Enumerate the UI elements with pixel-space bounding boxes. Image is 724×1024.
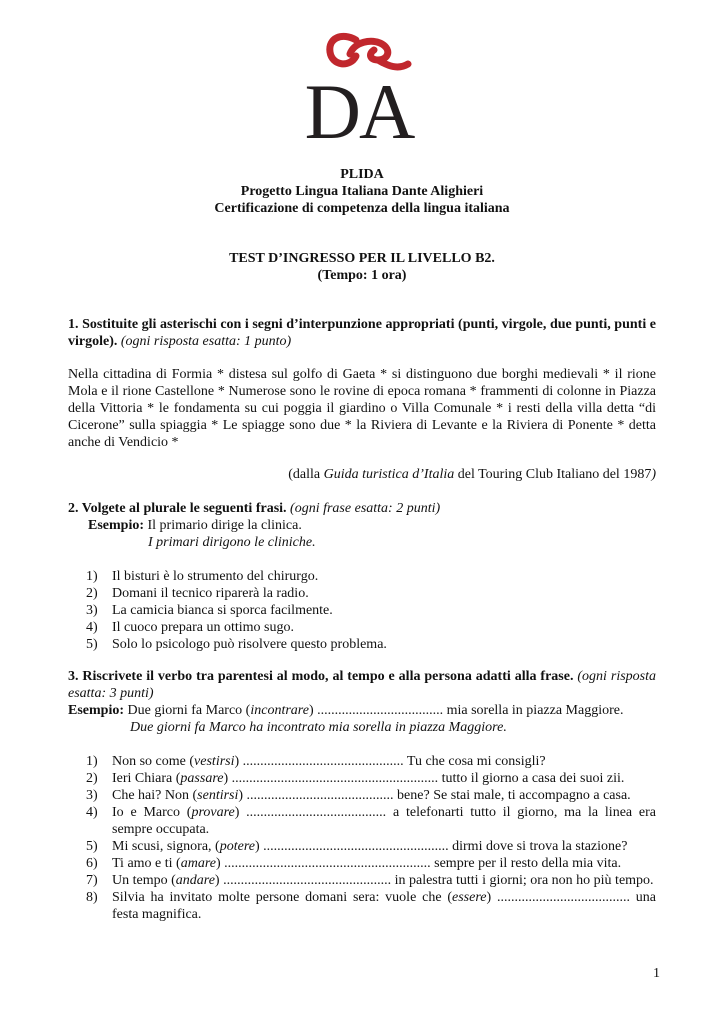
item-text: Domani il tecnico riparerà la radio. [112,586,309,601]
test-time: (Tempo: 1 ora) [317,268,407,283]
item-pre: Ieri Chiara ( [112,771,181,786]
source-book-title: Guida turistica d’Italia [323,467,455,482]
example-label: Esempio: [68,703,124,718]
section2-example [88,517,648,534]
section1-heading [68,316,656,350]
item-verb: vestirsi [194,754,235,769]
item-number: 1) [86,754,98,769]
dante-alighieri-logo [298,30,420,155]
item-number: 4) [86,620,98,635]
item-post: ) .............................................. Tu che cosa mi consigli? [234,754,546,769]
list-item [86,838,656,855]
list-item [86,753,656,770]
list-item [86,602,656,619]
section2-list [86,568,656,653]
list-item [86,636,656,653]
list-item [86,872,656,889]
item-text: Solo lo psicologo può risolvere questo problema. [112,637,387,652]
section3-example [68,702,658,719]
item-verb: andare [175,873,215,888]
test-title-block [0,250,724,284]
item-number: 3) [86,788,98,803]
item-number: 6) [86,856,98,871]
source-prefix: (dalla [288,467,324,482]
item-text: Il cuoco prepara un ottimo sugo. [112,620,294,635]
org-name: PLIDA [340,167,384,182]
list-item [86,568,656,585]
item-post: ) ...................................... una festa magnifica. [112,890,656,922]
item-verb: sentirsi [197,788,239,803]
section1-score: (ogni risposta esatta: 1 punto) [120,334,292,349]
item-verb: potere [219,839,255,854]
logo-text: DA [304,68,414,155]
item-number: 2) [86,771,98,786]
example-post: ) .................................... mia sorella in piazza Maggiore. [308,703,624,718]
page-number: 1 [653,966,660,981]
section2-heading [68,500,656,517]
section2-title: 2. Volgete al plurale le seguenti frasi. [68,501,287,516]
item-number: 5) [86,839,98,854]
item-number: 2) [86,586,98,601]
item-number: 3) [86,603,98,618]
item-post: ) .......................................... bene? Se stai male, ti accompagno a casa. [238,788,631,803]
section3-score: (ogni risposta esatta: 3 punti) [68,669,656,701]
list-item [86,787,656,804]
item-pre: Un tempo ( [112,873,176,888]
section3-heading [68,668,656,702]
test-title: TEST D’INGRESSO PER IL LIVELLO B2. [229,251,495,266]
section1-source [68,466,656,483]
item-number: 4) [86,805,98,820]
item-pre: Silvia ha invitato molte persone domani sera: vuole che ( [112,890,453,905]
example-verb: incontrare [250,703,309,718]
item-post: ) ..................................................... dirmi dove si trova la stazione? [254,839,628,854]
item-number: 5) [86,637,98,652]
item-pre: Non so come ( [112,754,195,769]
item-number: 8) [86,890,98,905]
source-suffix: del Touring Club Italiano del 1987 [454,467,652,482]
item-verb: amare [180,856,216,871]
source-close: ) [651,467,656,482]
item-post: ) ........................................................... tutto il giorno a casa dei suoi zii. [223,771,625,786]
project-name: Progetto Lingua Italiana Dante Alighieri [240,184,484,199]
item-verb: passare [180,771,224,786]
example-text: Il primario dirige la clinica. [144,518,302,533]
list-item [86,619,656,636]
example-pre: Due giorni fa Marco ( [124,703,251,718]
certification-name: Certificazione di competenza della lingua italiana [214,201,510,216]
item-text: La camicia bianca si sporca facilmente. [112,603,333,618]
item-pre: Che hai? Non ( [112,788,198,803]
section2-example-answer: I primari dirigono le cliniche. [148,535,316,550]
section3-example-answer: Due giorni fa Marco ha incontrato mia sorella in piazza Maggiore. [130,720,507,735]
item-post: ) ................................................ in palestra tutti i giorni; ora non ho più tempo. [214,873,654,888]
item-pre: Mi scusi, signora, ( [112,839,220,854]
item-number: 7) [86,873,98,888]
list-item [86,889,656,923]
section1-title: 1. Sostituite gli asterischi con i segni d’interpunzione appropriati (punti, virgole, due punti, punti e virgole). [68,317,656,349]
section3-title: 3. Riscrivete il verbo tra parentesi al modo, al tempo e alla persona adatti alla frase. [68,669,574,684]
section3-list [86,753,656,923]
example-label: Esempio: [88,518,144,533]
header-block [0,166,724,217]
item-verb: essere [452,890,487,905]
item-pre: Ti amo e ti ( [112,856,181,871]
item-post: ) ........................................................... sempre per il resto della mia vita. [215,856,622,871]
section1-passage: Nella cittadina di Formia * distesa sul golfo di Gaeta * si distinguono due borghi medievali * il rione Mola e il rione Castellone * Numerose sono le rovine di epoca romana * frammenti di colonne in Piazza della Vittoria * le fondamenta su cui poggia il giardino o Villa Comunale * i resti della villa detta “di Cicerone” sulla spiaggia * Le spiagge sono due * la Riviera di Levante e la Riviera di Ponente * detta anche di Vendicio * [68,367,656,450]
list-item [86,770,656,787]
section2-score: (ogni frase esatta: 2 punti) [290,501,441,516]
item-number: 1) [86,569,98,584]
item-pre: Io e Marco ( [112,805,192,820]
item-post: ) ........................................ a telefonarti tutto il giorno, ma la linea era sempre occupata. [112,805,656,837]
item-text: Il bisturi è lo strumento del chirurgo. [112,569,319,584]
list-item [86,855,656,872]
list-item [86,585,656,602]
list-item [86,804,656,838]
item-verb: provare [191,805,235,820]
